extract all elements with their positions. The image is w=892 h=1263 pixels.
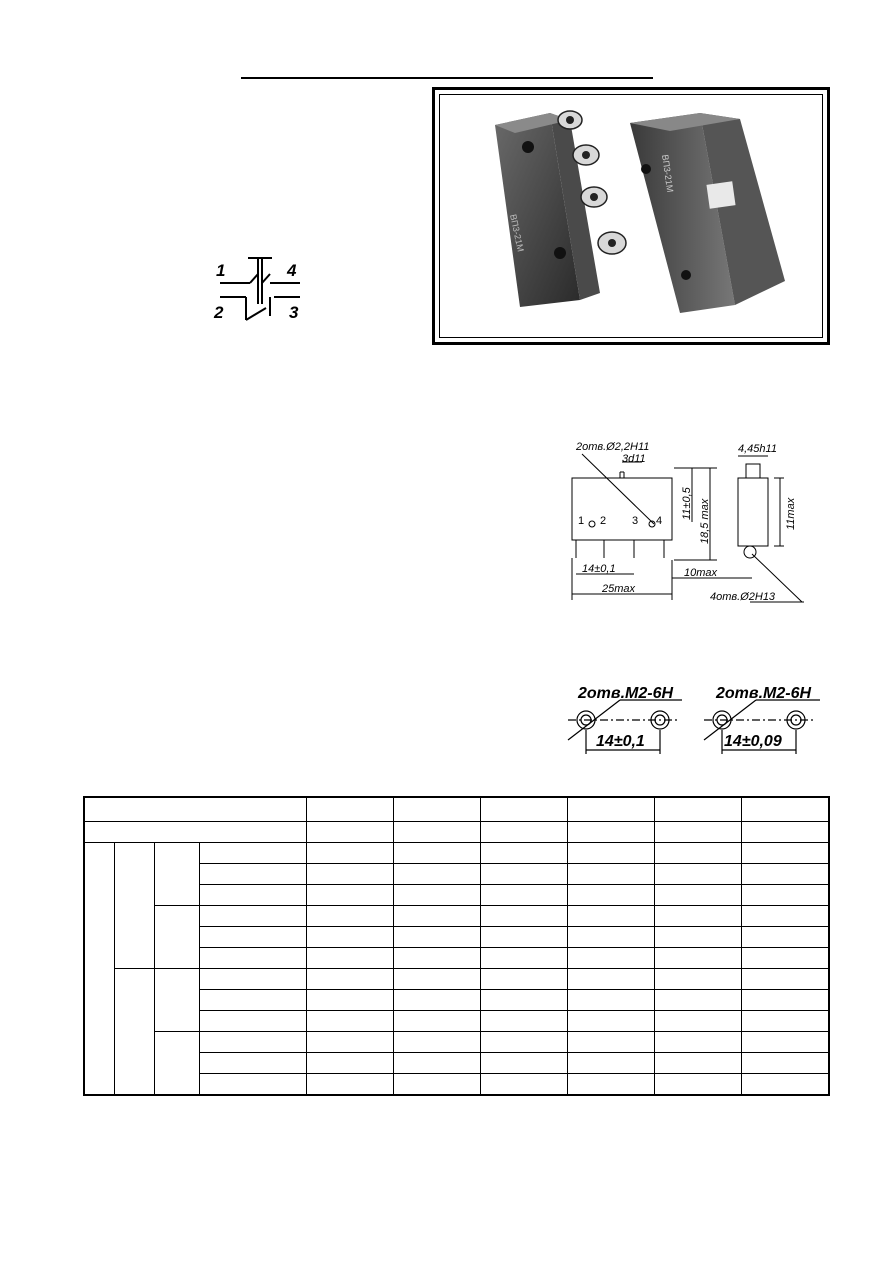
mounting-drawing-left bbox=[560, 684, 686, 756]
dim-4-45: 4,45h11 bbox=[738, 443, 777, 455]
pin-label-4: 4 bbox=[287, 261, 297, 280]
table-row bbox=[84, 969, 829, 990]
dim-14: 14±0,1 bbox=[582, 563, 616, 575]
dim-3d11: 3d11 bbox=[622, 453, 646, 465]
photo-marking-left: ВП3-21М bbox=[508, 213, 526, 253]
pin-label-1: 1 bbox=[216, 261, 226, 280]
table-row bbox=[84, 843, 829, 864]
pin-label-d2: 2 bbox=[600, 515, 607, 527]
dim-10: 10max bbox=[684, 567, 718, 579]
mounting-right-label: 2отв.М2-6Н bbox=[716, 685, 812, 702]
dim-18-5: 18,5 max bbox=[699, 498, 711, 544]
pin-label-d3: 3 bbox=[632, 515, 639, 527]
pin-label-2: 2 bbox=[214, 303, 224, 322]
mounting-left-label: 2отв.М2-6Н bbox=[578, 685, 674, 702]
dim-11max: 11max bbox=[785, 497, 797, 530]
mounting-left-dim: 14±0,1 bbox=[596, 733, 645, 750]
spec-table bbox=[83, 796, 830, 1096]
dimension-drawing bbox=[562, 432, 817, 610]
contact-schematic bbox=[210, 252, 310, 324]
mounting-drawing-right bbox=[700, 684, 828, 756]
table-row bbox=[84, 906, 829, 927]
dim-25: 25max bbox=[602, 583, 636, 595]
product-photo-frame bbox=[432, 87, 830, 345]
mounting-right-dim: 14±0,09 bbox=[724, 733, 782, 750]
table-row bbox=[84, 1032, 829, 1053]
pin-label-3: 3 bbox=[289, 303, 299, 322]
table-row bbox=[84, 822, 829, 843]
photo-marking-right: ВП3-21М bbox=[660, 153, 676, 193]
dim-11: 11±0,5 bbox=[681, 487, 693, 520]
pin-label-d4: 4 bbox=[656, 515, 663, 527]
product-photo bbox=[440, 95, 822, 337]
pin-label-d1: 1 bbox=[578, 515, 585, 527]
holes-top-label: 2отв.Ø2,2H11 bbox=[576, 441, 650, 453]
holes-bottom-label: 4отв.Ø2H13 bbox=[710, 591, 776, 603]
table-row bbox=[84, 797, 829, 822]
title-rule bbox=[241, 77, 653, 79]
